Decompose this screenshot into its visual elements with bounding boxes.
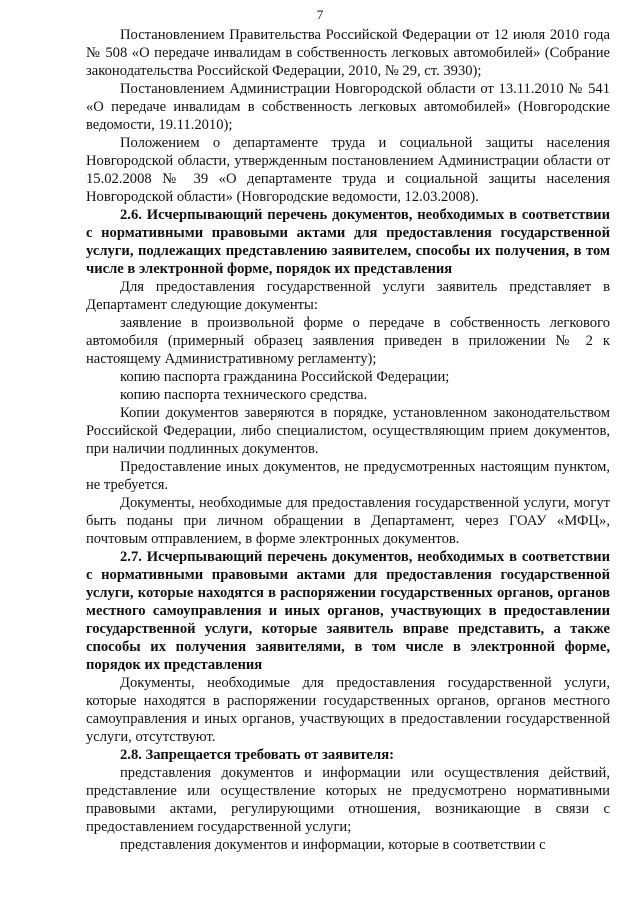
paragraph-4: Для предоставления государственной услуги заявитель представляет в Департамент следующие документы: bbox=[86, 279, 610, 313]
heading-2-6: 2.6. Исчерпывающий перечень документов, необходимых в соответствии с нормативными правовыми актами для предоставления государственной услуги, подлежащих представлению заявителем, способы их получения, в том числе в электронной форме, порядок их представления bbox=[86, 207, 610, 277]
heading-2-7: 2.7. Исчерпывающий перечень документов, необходимых в соответствии с нормативными правовыми актами для предоставления государственной услуги, которые находятся в распоряжении государственных органов, органов местного самоуправления и иных органов, участвующих в предоставлении государственной услуги, которые заявитель вправе представить, а также способы их получения заявителями, в том числе в электронной форме, порядок их представления bbox=[86, 549, 610, 673]
paragraph-7: копию паспорта технического средства. bbox=[120, 387, 368, 403]
paragraph-12: представления документов и информации или осуществления действий, представление или осуществление которых не предусмотрено нормативными правовыми актами, регулирующими отношения, возникающие в связи с предоставлением государственной услуги; bbox=[86, 765, 610, 835]
heading-2-8: 2.8. Запрещается требовать от заявителя: bbox=[120, 747, 394, 763]
paragraph-10: Документы, необходимые для предоставления государственной услуги, могут быть поданы при личном обращении в Департамент, через ГОАУ «МФЦ», почтовым отправлением, в форме электронных документов. bbox=[86, 495, 610, 547]
paragraph-8: Копии документов заверяются в порядке, установленном законодательством Российской Федерации, либо специалистом, осуществляющим прием документов, при наличии подлинных документов. bbox=[86, 405, 610, 457]
paragraph-1: Постановлением Правительства Российской Федерации от 12 июля 2010 года № 508 «О передаче инвалидам в собственность легковых автомобилей» (Собрание законодательства Российской Федерации, 2010, № 29, ст. 3930); bbox=[86, 27, 610, 79]
paragraph-6: копию паспорта гражданина Российской Федерации; bbox=[120, 369, 450, 385]
paragraph-9: Предоставление иных документов, не предусмотренных настоящим пунктом, не требуется. bbox=[86, 459, 610, 493]
paragraph-5: заявление в произвольной форме о передаче в собственность легкового автомобиля (примерный образец заявления приведен в приложении № 2 к настоящему Административному регламенту); bbox=[86, 315, 610, 367]
paragraph-2: Постановлением Администрации Новгородской области от 13.11.2010 № 541 «О передаче инвалидам в собственность легковых автомобилей» (Новгородские ведомости, 19.11.2010); bbox=[86, 81, 610, 133]
page-number: 7 bbox=[316, 7, 324, 22]
paragraph-11: Документы, необходимые для предоставления государственной услуги, которые находятся в распоряжении государственных органов, органов местного самоуправления и иных органов, участвующих в предоставлении государственной услуги, отсутствуют. bbox=[86, 675, 610, 745]
paragraph-3: Положением о департаменте труда и социальной защиты населения Новгородской области, утвержденным постановлением Администрации области от 15.02.2008 № 39 «О департаменте труда и социальной защиты населения Новгородской области» (Новгородские ведомости, 12.03.2008). bbox=[86, 135, 610, 205]
document-body bbox=[86, 26, 610, 854]
paragraph-13: представления документов и информации, которые в соответствии с bbox=[120, 837, 546, 853]
